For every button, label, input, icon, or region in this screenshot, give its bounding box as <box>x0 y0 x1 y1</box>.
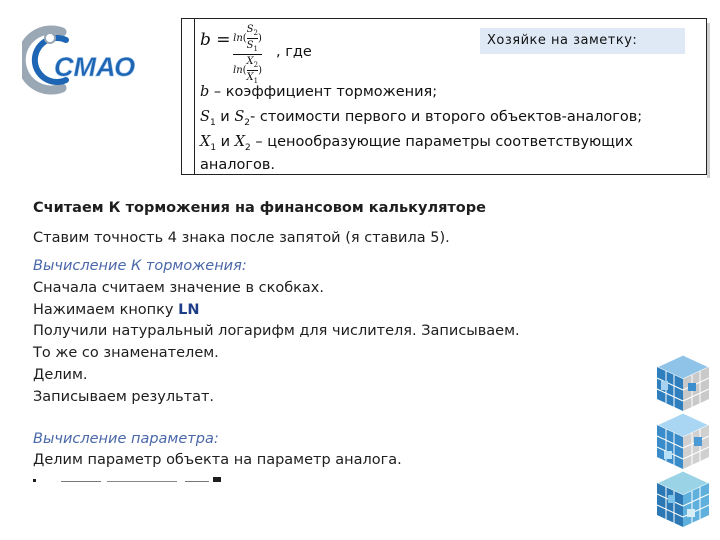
definition-s1-symbol: S <box>200 109 210 125</box>
definition-x2-symbol: X <box>234 134 246 150</box>
definition-x-text: – ценообразующие параметры соответствующих <box>250 134 633 150</box>
formula-x1: X <box>246 72 254 83</box>
formula-numerator: ln ( $\frac{S_2}{S_1}$ ) <box>233 24 262 53</box>
cube-icon <box>654 353 712 413</box>
formula-s1: S <box>246 40 254 51</box>
precision-text: Ставим точность 4 знака после запятой (я ставила 5). <box>33 230 450 246</box>
slide-title: Считаем К торможения на финансовом калькуляторе <box>33 200 486 216</box>
definition-s-and: и <box>215 109 235 125</box>
step-denominator: То же со знаменателем. <box>33 345 219 361</box>
step-divide: Делим. <box>33 367 88 383</box>
cube-icon <box>654 411 712 471</box>
formula-inner-bottom <box>247 56 259 85</box>
formula-x2-sub: 2 <box>253 61 259 69</box>
definition-b-text: – коэффициент торможения; <box>209 84 438 100</box>
definition-x2-sub: 2 <box>245 142 251 153</box>
definition-x <box>200 134 633 153</box>
definition-x1-symbol: X <box>200 134 211 150</box>
formula-main-bar <box>233 54 262 55</box>
step-brackets: Сначала считаем значение в скобках. <box>33 280 324 296</box>
formula-inner-bottom-bar <box>247 70 259 71</box>
definition-s1-sub: 1 <box>209 117 216 128</box>
ln-key-label: LN <box>178 302 200 318</box>
logo-text: СМАО <box>54 52 136 82</box>
definition-s <box>200 109 642 128</box>
step-numerator-log: Получили натуральный логарифм для числителя. Записываем. <box>33 323 520 339</box>
formula-x1-sub: 1 <box>253 77 259 85</box>
definition-x-and: и <box>216 134 235 150</box>
step-press-ln <box>33 302 199 318</box>
definition-b <box>200 84 437 100</box>
step-record-result: Записываем результат. <box>33 389 215 405</box>
formula-equals: = <box>216 30 231 50</box>
definition-s2-sub: 2 <box>244 117 250 128</box>
definition-s-text: - стоимости первого и второго объектов-аналогов; <box>250 109 643 125</box>
formula-suffix: , где <box>276 44 312 60</box>
step-divide-parameter: Делим параметр объекта на параметр аналога. <box>33 452 402 468</box>
definition-b-symbol: b <box>200 84 210 100</box>
formula-ln-top: ln <box>233 33 243 44</box>
smao-logo <box>22 20 152 100</box>
cube-icon <box>654 469 712 529</box>
formula-inner-top-bar <box>247 38 258 39</box>
cut-off-line <box>33 472 263 482</box>
formula-inner-top <box>247 24 258 53</box>
formula-s2: S <box>246 24 254 35</box>
formula-s1-sub: 1 <box>253 45 258 53</box>
formula-fraction <box>233 24 262 85</box>
formula-ln-bottom: ln <box>233 65 243 76</box>
formula-box-shadow <box>707 23 710 178</box>
formula-lhs <box>200 30 231 50</box>
definition-x-continued: аналогов. <box>200 157 276 173</box>
cut-off-line-ink <box>33 477 263 482</box>
definition-x1-sub: 1 <box>210 142 217 153</box>
definition-s2-symbol: S <box>234 109 245 125</box>
note-label: Хозяйке на заметку: <box>480 28 685 54</box>
smao-logo-graphic <box>22 20 152 100</box>
section2-heading: Вычисление параметра: <box>33 431 219 447</box>
step-press-ln-text: Нажимаем кнопку <box>33 302 179 318</box>
section1-heading: Вычисление К торможения: <box>33 258 247 274</box>
formula-x2: X <box>246 56 254 67</box>
formula-denominator: ln ( $\frac{X_2}{X_1}$ ) <box>233 56 263 85</box>
formula-s2-sub: 2 <box>253 29 258 37</box>
formula-box-left-rule <box>194 18 195 175</box>
formula-b: b <box>200 30 211 50</box>
